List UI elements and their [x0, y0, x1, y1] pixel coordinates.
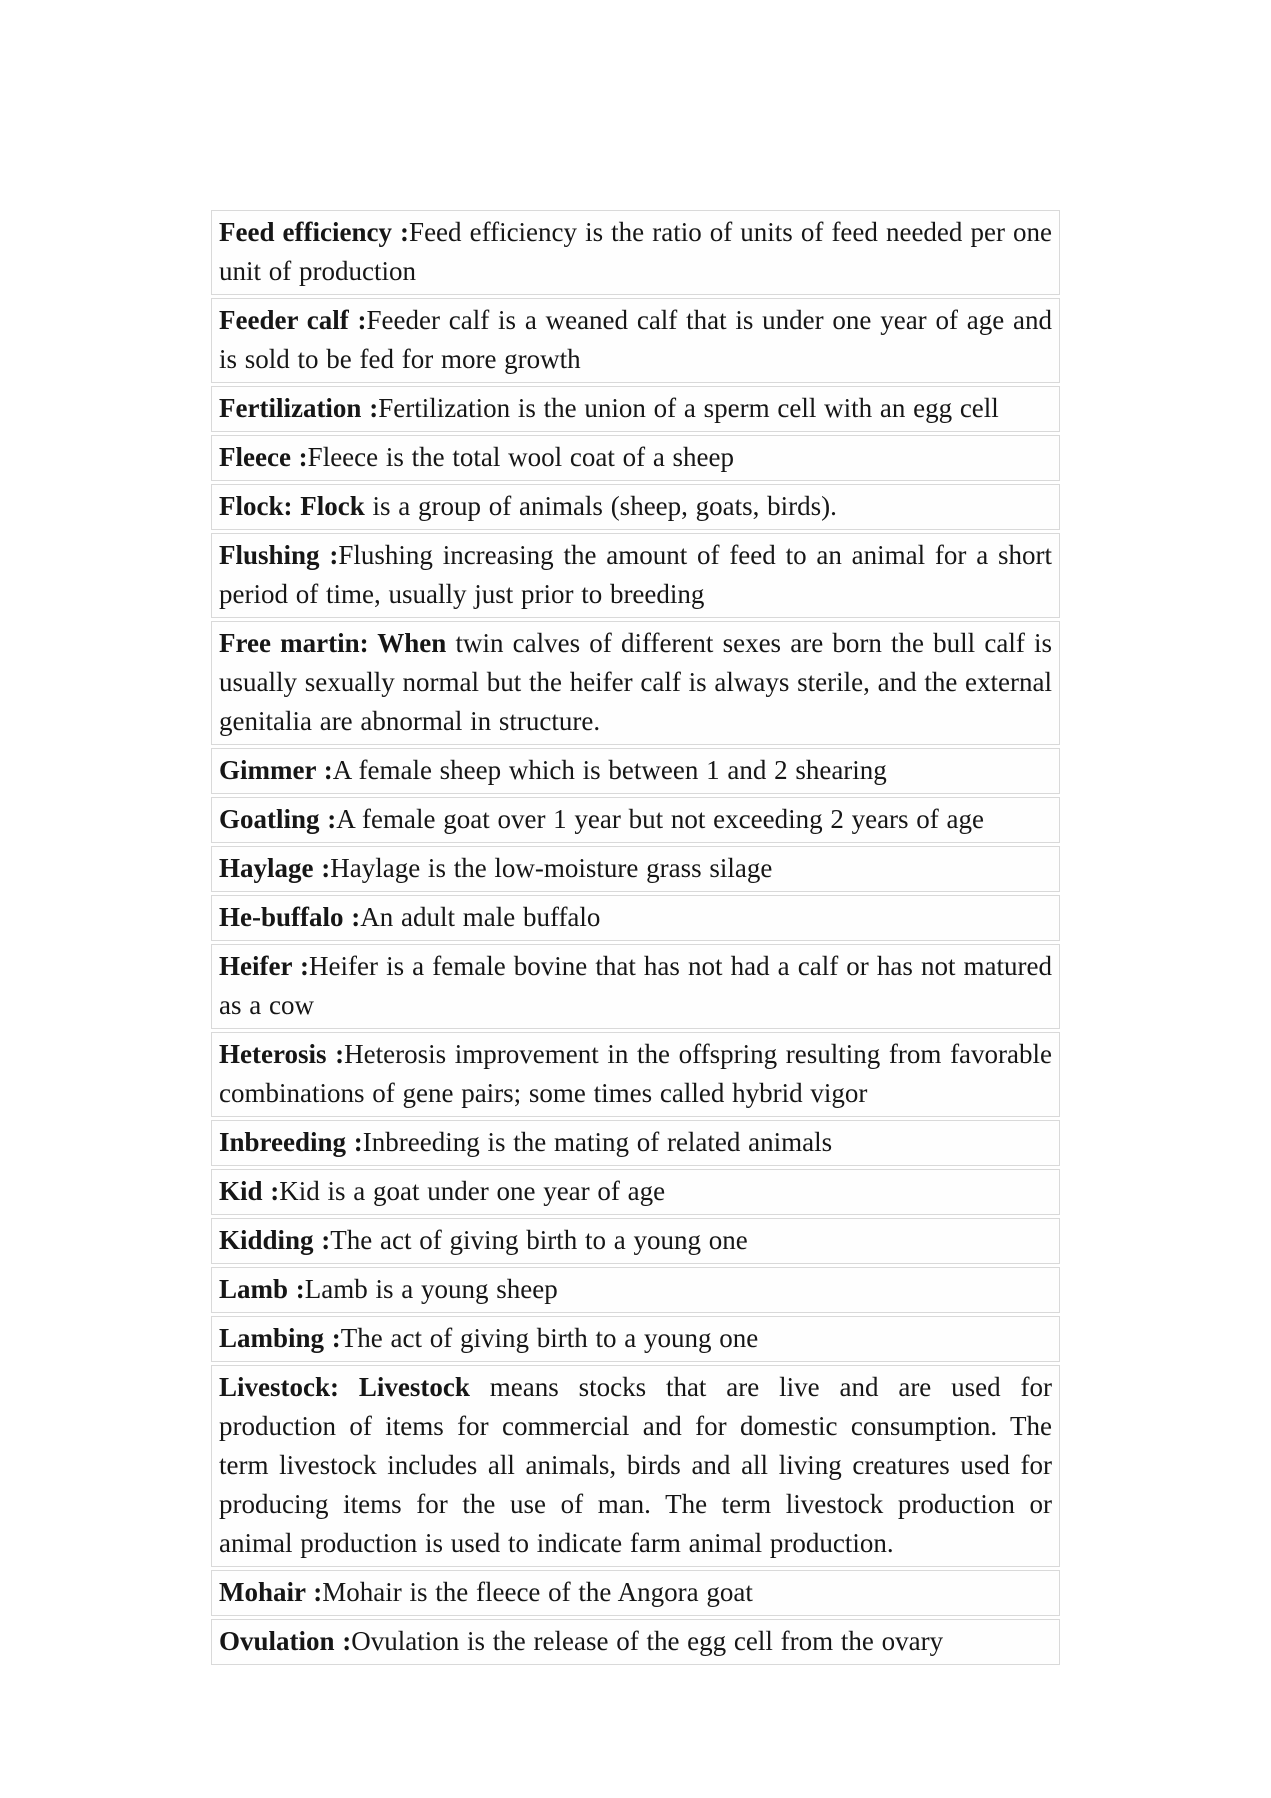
- glossary-cell: [211, 944, 1060, 1029]
- glossary-table-body: [211, 210, 1060, 1665]
- glossary-cell: [211, 748, 1060, 794]
- glossary-row: [211, 1032, 1060, 1117]
- glossary-row: [211, 298, 1060, 383]
- glossary-definition: Feed efficiency is the ratio of units of feed needed per one unit of production: [219, 217, 1052, 286]
- glossary-cell: [211, 1316, 1060, 1362]
- glossary-row: [211, 210, 1060, 295]
- glossary-definition: is a group of animals (sheep, goats, birds).: [364, 491, 837, 521]
- glossary-row: [211, 533, 1060, 618]
- glossary-row: [211, 1218, 1060, 1264]
- glossary-term: Lamb :: [219, 1274, 305, 1304]
- glossary-row: [211, 1120, 1060, 1166]
- glossary-term: Fleece :: [219, 442, 308, 472]
- glossary-row: [211, 1570, 1060, 1616]
- glossary-definition: Mohair is the fleece of the Angora goat: [322, 1577, 753, 1607]
- glossary-row: [211, 435, 1060, 481]
- glossary-term: Kidding :: [219, 1225, 331, 1255]
- glossary-definition: Heterosis improvement in the offspring resulting from favorable combinations of gene pairs; some times called hybrid vigor: [219, 1039, 1053, 1108]
- glossary-row: [211, 386, 1060, 432]
- glossary-definition: Flushing increasing the amount of feed to an animal for a short period of time, usually just prior to breeding: [219, 540, 1053, 609]
- glossary-definition: A female sheep which is between 1 and 2 shearing: [332, 755, 887, 785]
- glossary-term: Flushing :: [219, 540, 339, 570]
- glossary-cell: [211, 1619, 1060, 1665]
- glossary-row: [211, 1619, 1060, 1665]
- glossary-row: [211, 1267, 1060, 1313]
- glossary-row: [211, 895, 1060, 941]
- glossary-definition: The act of giving birth to a young one: [340, 1323, 759, 1353]
- glossary-term: Feeder calf :: [219, 305, 367, 335]
- glossary-table: [211, 207, 1060, 1668]
- glossary-term: Flock: Flock: [219, 491, 365, 521]
- glossary-definition: Heifer is a female bovine that has not had a calf or has not matured as a cow: [219, 951, 1052, 1020]
- glossary-cell: [211, 621, 1060, 745]
- glossary-term: Lambing :: [219, 1323, 341, 1353]
- glossary-definition: The act of giving birth to a young one: [330, 1225, 748, 1255]
- glossary-definition: An adult male buffalo: [360, 902, 601, 932]
- glossary-definition: means stocks that are live and are used for production of items for commercial and for domestic consumption. The term livestock includes all animals, birds and all living creatures used for producing items for the use of man. The term livestock production or animal production is used to indicate farm animal production.: [219, 1372, 1053, 1558]
- glossary-term: Free martin: When: [219, 628, 447, 658]
- glossary-cell: [211, 298, 1060, 383]
- glossary-definition: Haylage is the low-moisture grass silage: [330, 853, 773, 883]
- glossary-term: Inbreeding :: [219, 1127, 363, 1157]
- glossary-definition: twin calves of different sexes are born the bull calf is usually sexually normal but the heifer calf is always sterile, and the external genitalia are abnormal in structure.: [219, 628, 1052, 736]
- glossary-definition: Kid is a goat under one year of age: [279, 1176, 666, 1206]
- glossary-term: Ovulation :: [219, 1626, 352, 1656]
- glossary-cell: [211, 533, 1060, 618]
- glossary-row: [211, 1169, 1060, 1215]
- glossary-cell: [211, 895, 1060, 941]
- glossary-definition: Feeder calf is a weaned calf that is under one year of age and is sold to be fed for more growth: [219, 305, 1052, 374]
- glossary-term: He-buffalo :: [219, 902, 361, 932]
- glossary-row: [211, 944, 1060, 1029]
- glossary-cell: [211, 386, 1060, 432]
- glossary-cell: [211, 1032, 1060, 1117]
- glossary-definition: Inbreeding is the mating of related animals: [362, 1127, 833, 1157]
- glossary-row: [211, 621, 1060, 745]
- glossary-cell: [211, 797, 1060, 843]
- glossary-definition: Lamb is a young sheep: [304, 1274, 558, 1304]
- glossary-row: [211, 484, 1060, 530]
- glossary-cell: [211, 1365, 1060, 1567]
- glossary-term: Haylage :: [219, 853, 331, 883]
- glossary-row: [211, 1365, 1060, 1567]
- glossary-definition: Ovulation is the release of the egg cell from the ovary: [351, 1626, 944, 1656]
- glossary-definition: Fleece is the total wool coat of a sheep: [307, 442, 735, 472]
- glossary-cell: [211, 846, 1060, 892]
- glossary-cell: [211, 1267, 1060, 1313]
- glossary-term: Heifer :: [219, 951, 310, 981]
- glossary-cell: [211, 1120, 1060, 1166]
- glossary-term: Gimmer :: [219, 755, 333, 785]
- glossary-term: Livestock: Livestock: [219, 1372, 470, 1402]
- glossary-cell: [211, 1169, 1060, 1215]
- glossary-term: Feed efficiency :: [219, 217, 410, 247]
- glossary-cell: [211, 484, 1060, 530]
- glossary-row: [211, 797, 1060, 843]
- glossary-term: Mohair :: [219, 1577, 323, 1607]
- glossary-term: Kid :: [219, 1176, 280, 1206]
- glossary-row: [211, 846, 1060, 892]
- glossary-cell: [211, 1570, 1060, 1616]
- glossary-definition: Fertilization is the union of a sperm cell with an egg cell: [378, 393, 999, 423]
- glossary-term: Fertilization :: [219, 393, 379, 423]
- glossary-cell: [211, 210, 1060, 295]
- glossary-cell: [211, 1218, 1060, 1264]
- glossary-cell: [211, 435, 1060, 481]
- glossary-definition: A female goat over 1 year but not exceeding 2 years of age: [336, 804, 985, 834]
- glossary-term: Heterosis :: [219, 1039, 345, 1069]
- glossary-term: Goatling :: [219, 804, 337, 834]
- glossary-row: [211, 748, 1060, 794]
- glossary-row: [211, 1316, 1060, 1362]
